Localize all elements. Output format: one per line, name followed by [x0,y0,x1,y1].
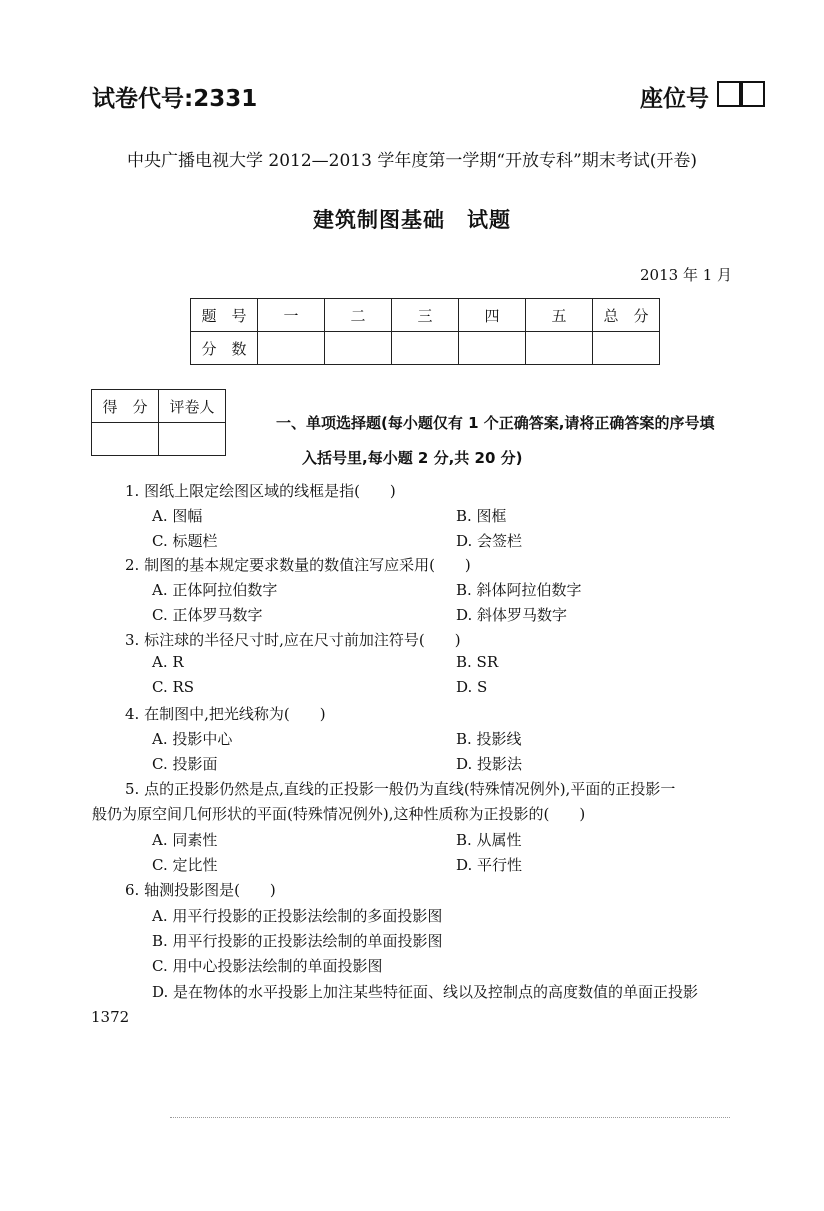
exam-title: 建筑制图基础 试题 [313,208,511,232]
question-4-option-d[interactable]: D. 投影法 [456,755,523,773]
question-6: 6. 轴测投影图是( ) [125,881,276,899]
question-6-option-c[interactable]: C. 用中心投影法绘制的单面投影图 [152,957,383,975]
grader-score-cell[interactable] [92,423,159,456]
paper-code: 试卷代号:2331 [92,86,258,112]
question-3-option-a[interactable]: A. R [152,653,184,671]
question-2-option-d[interactable]: D. 斜体罗马数字 [456,606,568,624]
question-5-option-b[interactable]: B. 从属性 [456,831,522,849]
question-1-option-a[interactable]: A. 图幅 [152,507,203,525]
seat-number-label: 座位号 [640,86,709,112]
score-table-header-cell: 二 [325,299,392,332]
question-2: 2. 制图的基本规定要求数量的数值注写应采用( ) [125,556,471,574]
question-3-option-b[interactable]: B. SR [456,653,499,671]
grader-table-input-row [92,423,226,456]
question-1-option-b[interactable]: B. 图框 [456,507,507,525]
question-1-option-d[interactable]: D. 会签栏 [456,532,523,550]
scan-artifact-divider [170,1117,730,1120]
score-table-header-cell: 三 [392,299,459,332]
grader-name-label: 评卷人 [159,390,226,423]
question-1-option-c[interactable]: C. 标题栏 [152,532,218,550]
score-table [190,298,660,365]
question-5-option-c[interactable]: C. 定比性 [152,856,218,874]
section-heading-continued: 入括号里,每小题 2 分,共 20 分) [302,449,523,467]
score-table-header-cell: 五 [526,299,593,332]
grader-table [91,389,226,456]
question-5-line-2: 般仍为原空间几何形状的平面(特殊情况例外),这种性质称为正投影的( ) [92,805,586,823]
score-cell[interactable] [526,332,593,365]
question-6-option-b[interactable]: B. 用平行投影的正投影法绘制的单面投影图 [152,932,443,950]
grader-table-header-row [92,390,226,423]
score-table-score-row [191,332,660,365]
score-table-score-label: 分 数 [191,332,258,365]
score-cell[interactable] [258,332,325,365]
question-4-option-c[interactable]: C. 投影面 [152,755,218,773]
question-5-line-1: 5. 点的正投影仍然是点,直线的正投影一般仍为直线(特殊情况例外),平面的正投影一 [125,780,676,798]
question-4-option-a[interactable]: A. 投影中心 [152,730,233,748]
question-3-option-c[interactable]: C. RS [152,678,195,696]
score-table-header-cell: 题 号 [191,299,258,332]
question-5-option-d[interactable]: D. 平行性 [456,856,523,874]
score-cell[interactable] [325,332,392,365]
question-2-option-c[interactable]: C. 正体罗马数字 [152,606,263,624]
score-table-header-cell: 四 [459,299,526,332]
section-heading: 一、单项选择题(每小题仅有 1 个正确答案,请将正确答案的序号填 [276,414,715,432]
seat-number-box-2[interactable] [741,81,765,107]
score-table-header-cell: 一 [258,299,325,332]
score-cell[interactable] [392,332,459,365]
question-5-option-a[interactable]: A. 同素性 [152,831,218,849]
grader-name-cell[interactable] [159,423,226,456]
question-4: 4. 在制图中,把光线称为( ) [125,705,326,723]
seat-number-box-1[interactable] [717,81,741,107]
page-number: 1372 [91,1008,130,1026]
exam-subtitle: 中央广播电视大学 2012—2013 学年度第一学期“开放专科”期末考试(开卷) [127,151,697,171]
question-1: 1. 图纸上限定绘图区域的线框是指( ) [125,482,396,500]
question-4-option-b[interactable]: B. 投影线 [456,730,522,748]
score-table-header-row [191,299,660,332]
score-table-header-cell: 总 分 [593,299,660,332]
question-3: 3. 标注球的半径尺寸时,应在尺寸前加注符号( ) [125,631,461,649]
question-2-option-b[interactable]: B. 斜体阿拉伯数字 [456,581,582,599]
exam-date: 2013 年 1 月 [640,266,733,284]
score-cell[interactable] [459,332,526,365]
question-2-option-a[interactable]: A. 正体阿拉伯数字 [152,581,278,599]
grader-score-label: 得 分 [92,390,159,423]
question-3-option-d[interactable]: D. S [456,678,488,696]
question-6-option-d[interactable]: D. 是在物体的水平投影上加注某些特征面、线以及控制点的高度数值的单面正投影 [152,983,699,1001]
score-cell[interactable] [593,332,660,365]
question-6-option-a[interactable]: A. 用平行投影的正投影法绘制的多面投影图 [152,907,443,925]
